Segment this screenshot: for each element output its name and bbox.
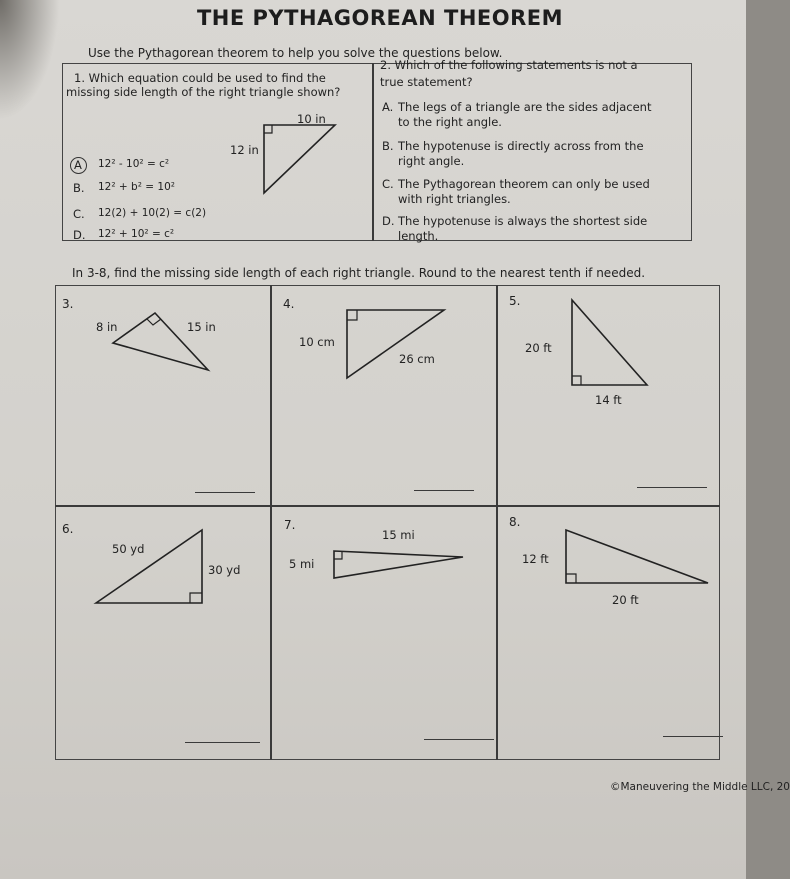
q2-choice-a-line2: to the right angle. [398, 115, 502, 129]
q2-choice-a-letter: A. [382, 100, 394, 114]
page-title: THE PYTHAGOREAN THEOREM [196, 6, 564, 30]
q1-choice-d: 12² + 10² = c² [98, 228, 175, 240]
problem-8-label-b: 20 ft [612, 593, 639, 607]
q1-choice-a-letter: A [74, 158, 82, 172]
problem-3-label-a: 8 in [96, 320, 118, 334]
q2-choice-b-line2: right angle. [398, 154, 465, 168]
q1-question-line1: 1. Which equation could be used to find the [74, 71, 326, 85]
problem-6-number: 6. [62, 522, 74, 536]
q2-question-line1: 2. Which of the following statements is not a [380, 58, 638, 72]
q2-choice-d-letter: D. [382, 214, 395, 228]
q2-choice-b-letter: B. [382, 139, 394, 153]
problem-3-number: 3. [62, 297, 74, 311]
q1-choice-b-letter: B. [73, 181, 85, 195]
instructions-text: Use the Pythagorean theorem to help you solve the questions below. [88, 46, 503, 60]
q1-choice-c: 12(2) + 10(2) = c(2) [98, 207, 207, 219]
problem-4-label-b: 26 cm [399, 352, 435, 366]
q1-choice-a: 12² - 10² = c² [98, 158, 170, 170]
problem-5-label-a: 20 ft [525, 341, 552, 355]
q2-choice-c-line2: with right triangles. [398, 192, 511, 206]
q1-choice-d-letter: D. [73, 228, 86, 242]
q1-label-top: 10 in [297, 112, 326, 126]
q2-question-line2: true statement? [380, 75, 473, 89]
q1-label-left: 12 in [230, 143, 259, 157]
q1-question-line2: missing side length of the right triangle shown? [66, 85, 341, 99]
problem-6-label-a: 50 yd [112, 542, 145, 556]
q2-choice-a-line1: The legs of a triangle are the sides adjacent [398, 100, 652, 114]
q2-choice-c-line1: The Pythagorean theorem can only be used [398, 177, 650, 191]
q2-choice-b-line1: The hypotenuse is directly across from the [398, 139, 644, 153]
problem-7-number: 7. [284, 518, 296, 532]
section-instructions: In 3-8, find the missing side length of each right triangle. Round to the nearest tenth if needed. [72, 266, 646, 280]
problem-7-label-a: 15 mi [382, 528, 415, 542]
problem-8-number: 8. [509, 515, 521, 529]
q2-choice-d-line2: length. [398, 229, 439, 243]
q1-choice-b: 12² + b² = 10² [98, 181, 175, 193]
q1-choice-c-letter: C. [73, 207, 85, 221]
problem-8-label-a: 12 ft [522, 552, 549, 566]
q2-choice-c-letter: C. [382, 177, 394, 191]
problem-8-answer-line [663, 736, 723, 737]
problem-5-label-b: 14 ft [595, 393, 622, 407]
problem-3-label-b: 15 in [187, 320, 216, 334]
problem-4-number: 4. [283, 297, 295, 311]
copyright-text: ©Maneuvering the Middle LLC, 20 [610, 781, 790, 793]
problem-5-number: 5. [509, 294, 521, 308]
problem-6-label-b: 30 yd [208, 563, 241, 577]
q2-choice-d-line1: The hypotenuse is always the shortest side [398, 214, 648, 228]
problem-4-label-a: 10 cm [299, 335, 335, 349]
problem-7-label-b: 5 mi [289, 557, 315, 571]
